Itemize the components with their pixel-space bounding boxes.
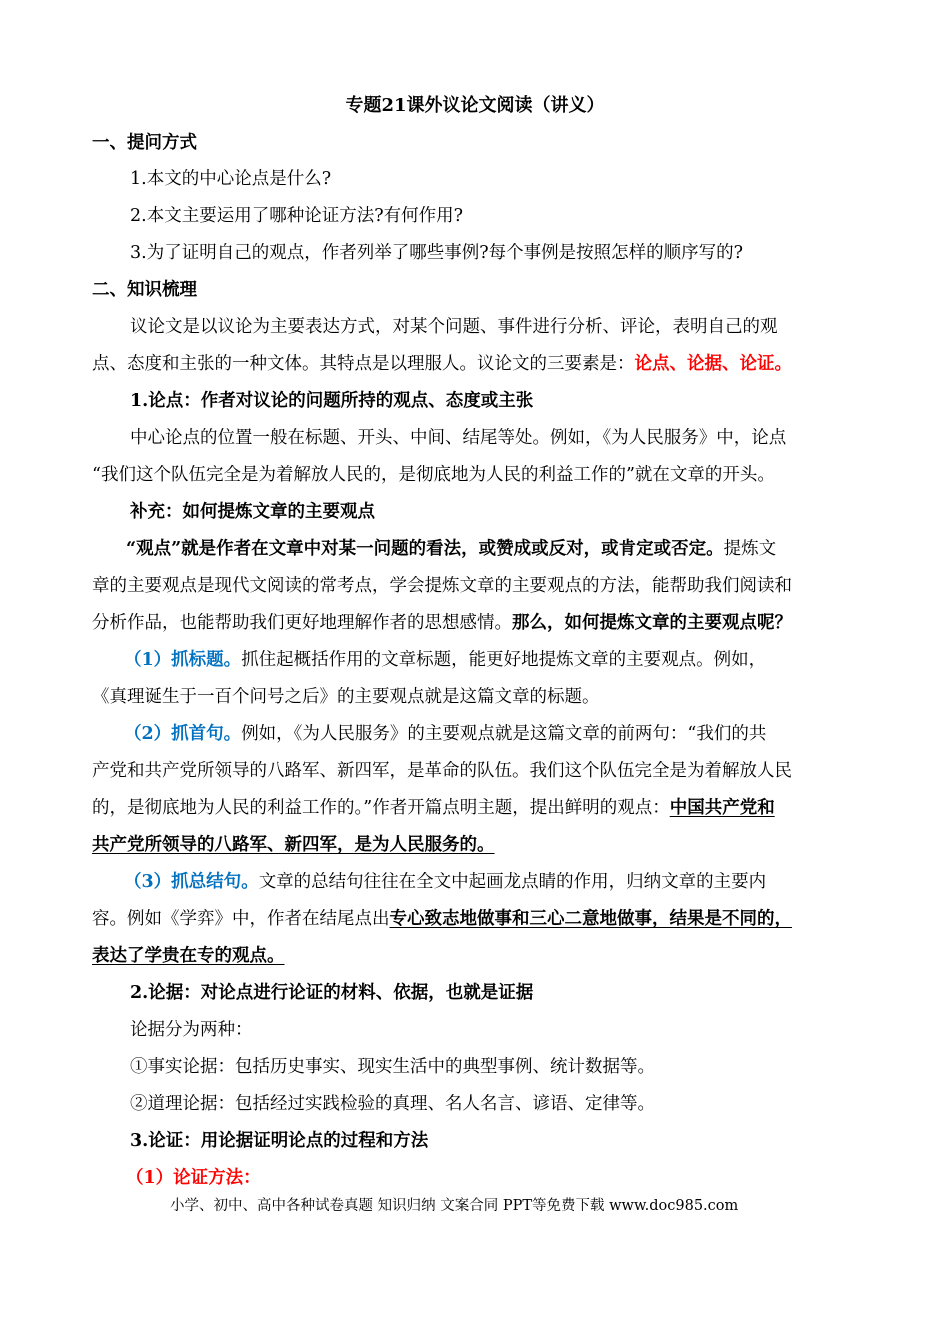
evidence-reason: ②道理论据：包括经过实践检验的真理、名人名言、谚语、定律等。 [130,1094,655,1114]
section-heading-questions: 一、提问方式 [92,133,197,153]
argument-point-heading: 1.论点：作者对议论的问题所持的观点、态度或主张 [130,391,534,411]
evidence-fact: ①事实论据：包括历史事实、现实生活中的典型事例、统计数据等。 [130,1057,655,1077]
intro-line-2-text: 点、态度和主张的一种文体。其特点是以理服人。议论文的三要素是： [92,354,635,374]
supplement-heading: 补充：如何提炼文章的主要观点 [130,502,375,522]
section-heading-knowledge: 二、知识梳理 [92,280,197,300]
method-3-line-1 [124,870,766,894]
method-2-underlined-start: 中国共产党和 [669,798,775,818]
argumentation-methods-subheading: （1）论证方法： [126,1168,261,1188]
question-2: 2.本文主要运用了哪种论证方法?有何作用? [130,206,463,226]
three-elements-highlight: 论点、论据、论证。 [634,354,792,374]
supplement-line-1 [126,537,776,561]
argument-point-line-1: 中心论点的位置一般在标题、开头、中间、结尾等处。例如，《为人民服务》中，论点 [130,428,787,448]
supplement-line-2: 章的主要观点是现代文阅读的常考点，学会提炼文章的主要观点的方法，能帮助我们阅读和 [92,576,792,596]
page-title: 专题21课外议论文阅读（讲义） [345,95,605,116]
method-2-line-3-text: 的，是彻底地为人民的利益工作的。”作者开篇点明主题，提出鲜明的观点： [92,798,670,818]
argumentation-heading: 3.论证：用论据证明论点的过程和方法 [130,1131,429,1151]
method-3-text: 文章的总结句往往在全文中起画龙点睛的作用，归纳文章的主要内 [258,872,767,892]
method-2-line-2: 产党和共产党所领导的八路军、新四军，是革命的队伍。我们这个队伍完全是为着解放人民 [92,761,792,781]
method-3-line-2-text: 容。例如《学弈》中，作者在结尾点出 [92,909,390,929]
method-1-line-1 [124,648,766,672]
intro-line-2 [92,352,792,376]
method-2-text: 例如，《为人民服务》的主要观点就是这篇文章的前两句：“我们的共 [241,724,767,744]
method-2-underlined-end: 共产党所领导的八路军、新四军，是为人民服务的。 [92,835,495,855]
supplement-definition: “观点”就是作者在文章中对某一问题的看法，或赞成或反对，或肯定或否定。 [126,539,724,559]
question-3: 3.为了证明自己的观点，作者列举了哪些事例?每个事例是按照怎样的顺序写的? [130,243,743,263]
question-1: 1.本文的中心论点是什么? [130,169,332,189]
evidence-heading: 2.论据：对论点进行论证的材料、依据，也就是证据 [130,983,534,1003]
method-2-line-1 [124,722,766,746]
supplement-line-1-rest: 提炼文 [723,539,777,559]
method-3-label: （3）抓总结句。 [124,872,259,892]
method-3-underlined-end: 表达了学贵在专的观点。 [92,946,285,966]
method-2-label: （2）抓首句。 [124,724,242,744]
supplement-line-3-text: 分析作品，也能帮助我们更好地理解作者的思想感情。 [92,613,512,633]
method-1-line-2: 《真理诞生于一百个问号之后》的主要观点就是这篇文章的标题。 [92,687,600,707]
method-2-line-3 [92,796,775,820]
intro-line-1: 议论文是以议论为主要表达方式，对某个问题、事件进行分析、评论，表明自己的观 [130,317,778,337]
method-3-underlined-start: 专心致志地做事和三心二意地做事，结果是不同的， [389,909,792,929]
argument-point-line-2: “我们这个队伍完全是为着解放人民的，是彻底地为人民的利益工作的”就在文章的开头。 [92,465,775,485]
supplement-question: 那么，如何提炼文章的主要观点呢？ [512,613,792,633]
footer-text: 小学、初中、高中各种试卷真题 知识归纳 文案合同 PPT等免费下载 www.doc985.com [170,1198,739,1214]
method-1-text: 抓住起概括作用的文章标题，能更好地提炼文章的主要观点。例如， [241,650,767,670]
method-1-label: （1）抓标题。 [124,650,242,670]
supplement-line-3 [92,611,792,635]
method-3-line-2 [92,907,792,931]
evidence-line-1: 论据分为两种： [130,1020,253,1040]
